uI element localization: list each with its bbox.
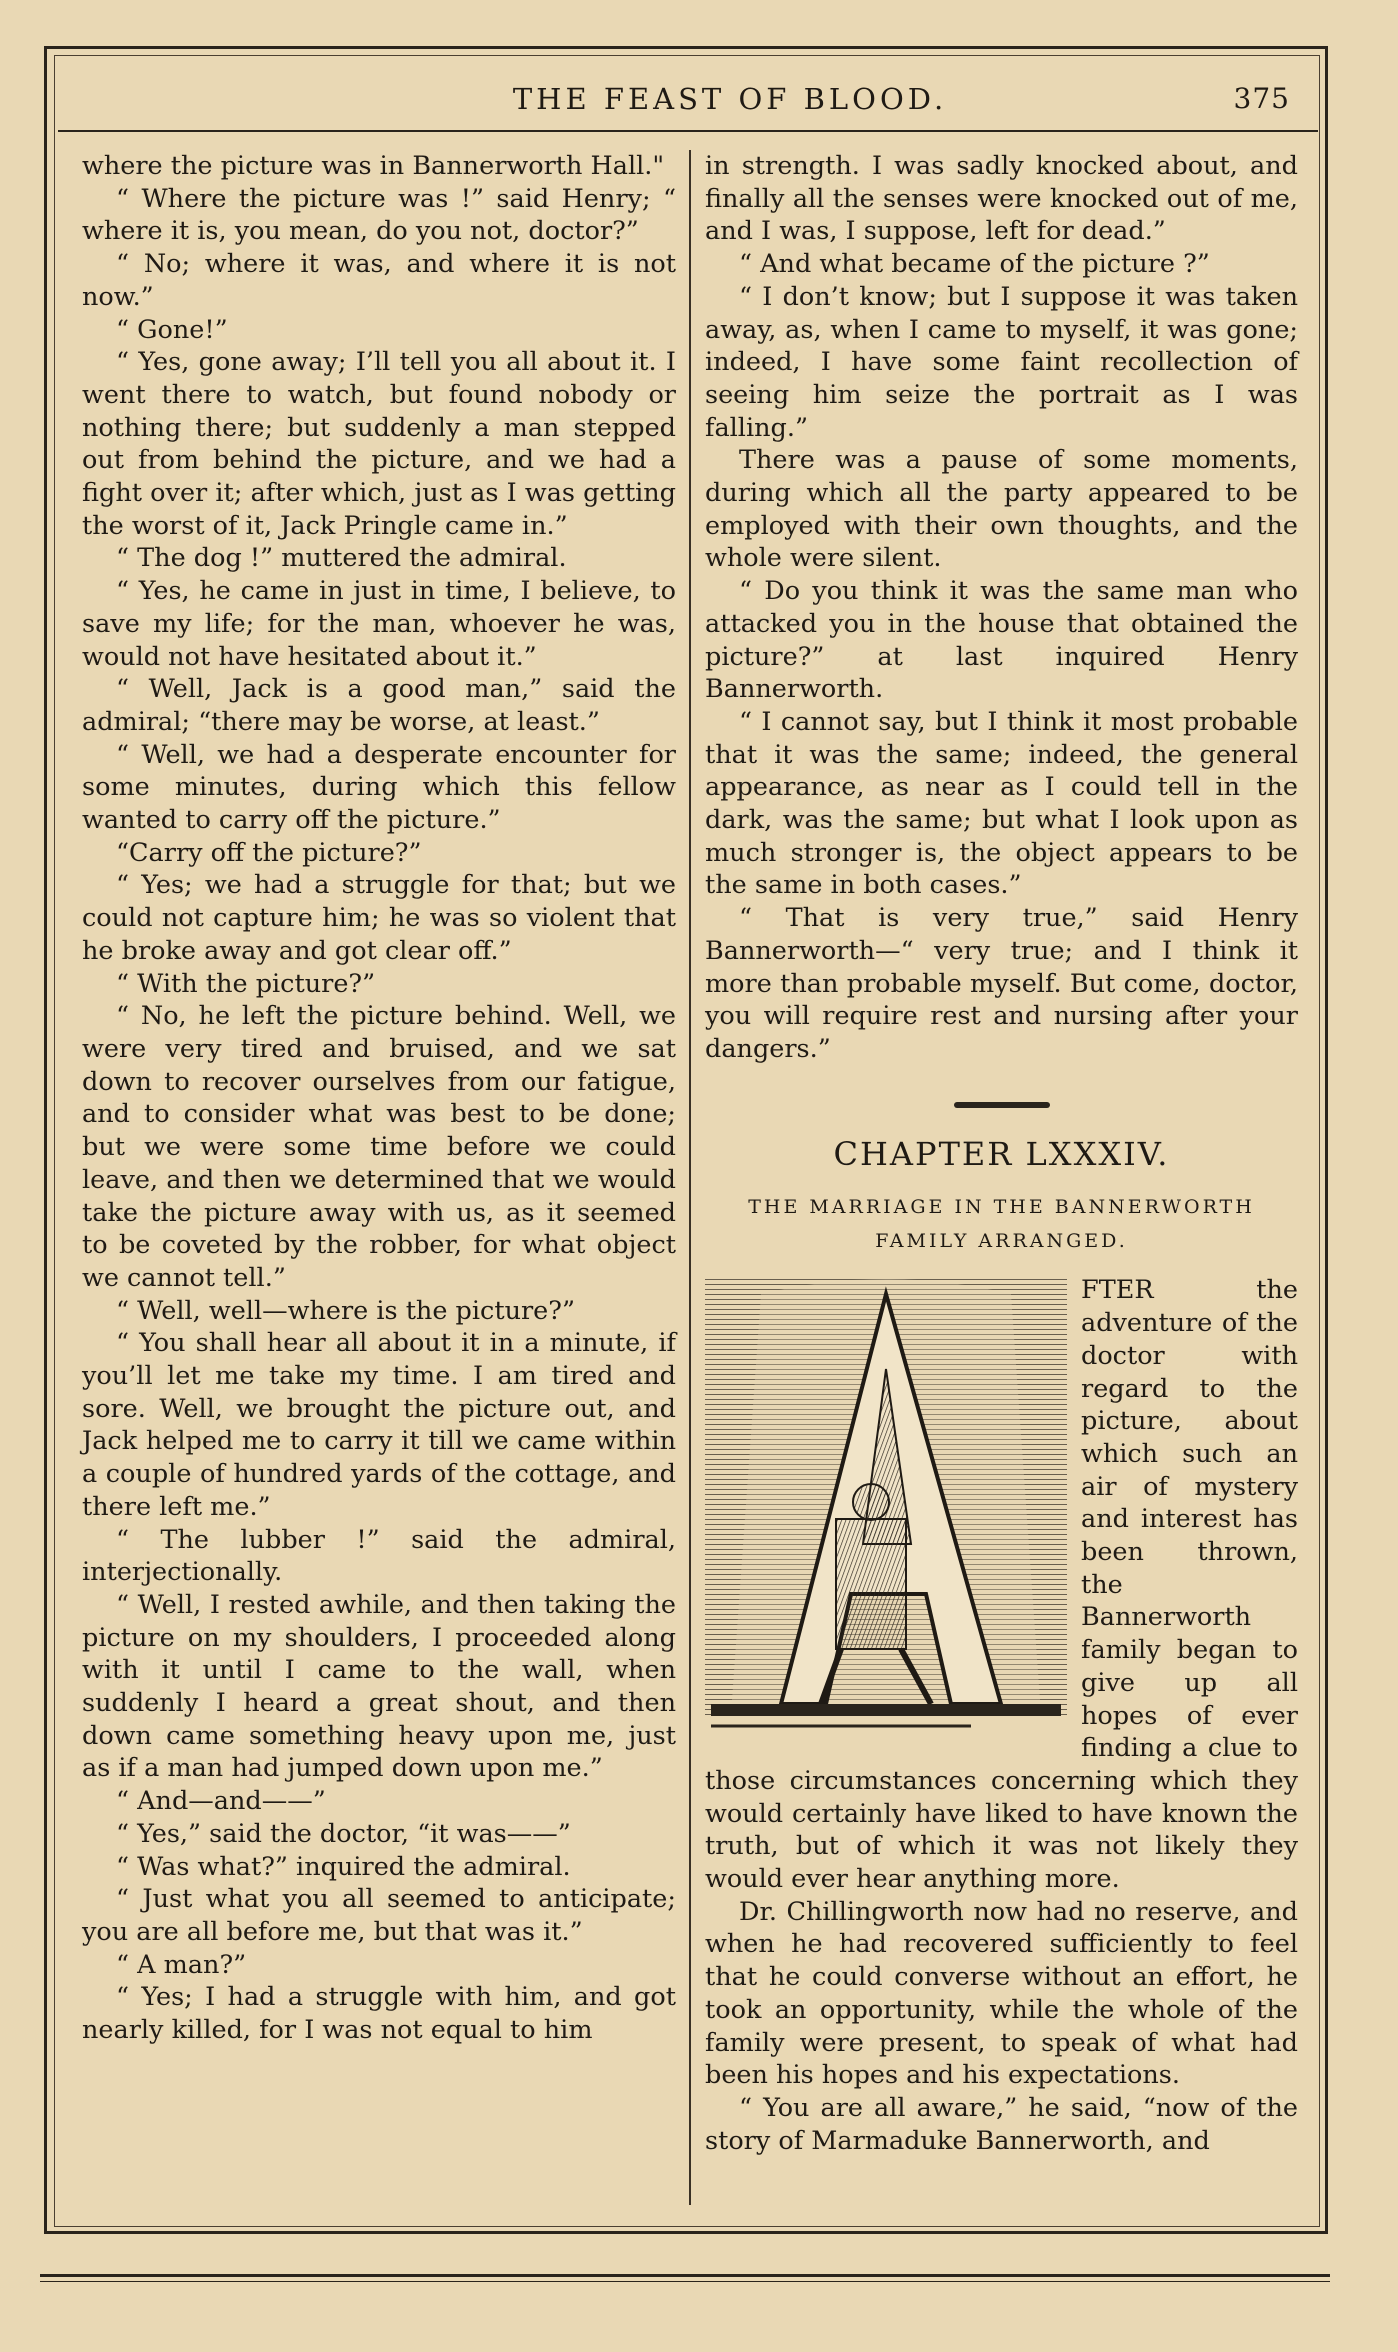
paragraph: “ Well, I rested awhile, and then taking the picture on my shoulders, I proceeded along with it until I came to the wall, when suddenly I heard a great shout, and then down came something heavy upon me, just as if a man had jumped down upon me.” [82,1589,676,1784]
paragraph: There was a pause of some moments, during which all the party appeared to be employed with their own thoughts, and the whole were silent. [705,445,1298,574]
paragraph: “ And what became of the picture ?” [739,249,1210,280]
paragraph: “ No, he left the picture behind. Well, we were very tired and bruised, and we sat down to recover ourselves from our fatigue, and to consider what was best to be done; but we were some time before we could leave, and then we determined that we would take the picture away with us, as it seemed to be coveted by the robber, for what object we cannot tell.” [82,1001,676,1293]
bottom-rule [40,2274,1330,2277]
paragraph: “ Gone!” [116,314,228,345]
left-column [82,150,676,2047]
paragraph: “ Yes, he came in just in time, I believe, to save my life; for the man, whoever he was, would not have hesitated about it.” [82,576,676,672]
paragraph: “ Was what?” inquired the admiral. [116,1851,571,1882]
paragraph: “ Yes; I had a struggle with him, and got nearly killed, for I was not equal to him [82,1982,676,2046]
engraving-icon [701,1274,1071,1736]
paragraph: “ The dog !” muttered the admiral. [116,543,567,574]
paragraph: “ Yes, gone away; I’ll tell you all about it. I went there to watch, but found nobody or nothing there; but suddenly a man stepped out from behind the picture, and we had a fight over it; after which, just as I was getting the worst of it, Jack Pringle came in.” [82,347,676,541]
chapter-subtitle-line-1: THE MARRIAGE IN THE BANNERWORTH [748,1196,1255,1219]
paragraph: “ The lubber !” said the admiral, interjectionally. [82,1524,676,1588]
paragraph: “ Well, we had a desperate encounter for some minutes, during which this fellow wanted to carry off the picture.” [82,739,676,836]
column-divider [689,150,691,2205]
chapter-title: CHAPTER LXXXIV. [833,1134,1170,1173]
paragraph: “ I cannot say, but I think it most probable that it was the same; indeed, the general appearance, as near as I could tell in the dark, was the same; but what I look upon as much stronger is, the object appears to be the same in both cases.” [705,706,1298,901]
paragraph: “ You shall hear all about it in a minute, if you’ll let me take my time. I am tired and sore. Well, we brought the picture out, and Jack helped me to carry it till we came within a couple of hundred yards of the cottage, and there left me.” [82,1328,676,1522]
right-column-text-before [705,150,1298,1066]
paragraph: “ Well, Jack is a good man,” said the admiral; “there may be worse, at least.” [82,674,676,737]
paragraph: “ You are all aware,” he said, “now of the story of Marmaduke Bannerworth, and [705,2092,1298,2156]
dropcap-illustration [701,1274,1071,1736]
paragraph: “ With the picture?” [116,968,376,999]
paragraph: “ Just what you all seemed to anticipate; you are all before me, but that was it.” [82,1884,676,1947]
paragraph: “Carry off the picture?” [116,837,422,868]
running-head [60,82,1310,122]
paragraph: “ That is very true,” said Henry Bannerworth—“ very true; and I think it more than probable myself. But come, doctor, you will require rest and nursing after your dangers.” [705,903,1298,1064]
paragraph: “ And—and——” [116,1786,326,1817]
chapter-subtitle-line-2: FAMILY ARRANGED. [875,1230,1128,1253]
paragraph: “ Yes; we had a struggle for that; but we could not capture him; he was so violent that he broke away and got clear off.” [82,870,676,966]
paragraph: “ Yes,” said the doctor, “it was——” [116,1818,571,1849]
right-column [705,150,1298,2157]
right-column-text-after [705,1896,1298,2158]
paragraph: “ Where the picture was !” said Henry; “ where it is, you mean, do you not, doctor?” [82,183,676,247]
chapter-subtitle [705,1190,1298,1258]
paragraph: where the picture was in Bannerworth Hall." [82,151,665,181]
paragraph: Dr. Chillingworth now had no reserve, and when he had recovered sufficiently to feel that he could converse without an effort, he took an opportunity, while the whole of the family were present, to speak of what had been his hopes and his expectations. [705,1896,1298,2091]
header-rule [58,130,1318,132]
page-number: 375 [1233,82,1290,115]
paragraph: “ Do you think it was the same man who attacked you in the house that obtained the picture?” at last inquired Henry Bannerworth. [705,576,1298,705]
paragraph: “ No; where it was, and where it is not now.” [82,249,676,312]
bottom-rule-thin [40,2281,1330,2282]
paragraph: “ Well, well—where is the picture?” [116,1295,575,1326]
ornament-rule [954,1102,1050,1108]
paragraph: in strength. I was sadly knocked about, and finally all the senses were knocked out of me, and I was, I suppose, left for dead.” [705,151,1298,247]
running-title: THE FEAST OF BLOOD. [512,82,948,116]
paragraph: “ I don’t know; but I suppose it was taken away, as, when I came to myself, it was gone; indeed, I have some faint recollection of seeing him seize the portrait as I was falling.” [705,281,1298,443]
chapter-first-paragraph: FTER the adventure of the doctor with regard to the picture, about which such an air of mystery and interest has been thrown, the Bannerworth family began to give up all hopes of ever finding a clue to those circumstances concerning which they would certainly have liked to have known the truth, but of which it was not likely they would ever hear anything more. [705,1275,1298,1895]
paragraph: “ A man?” [116,1949,247,1980]
